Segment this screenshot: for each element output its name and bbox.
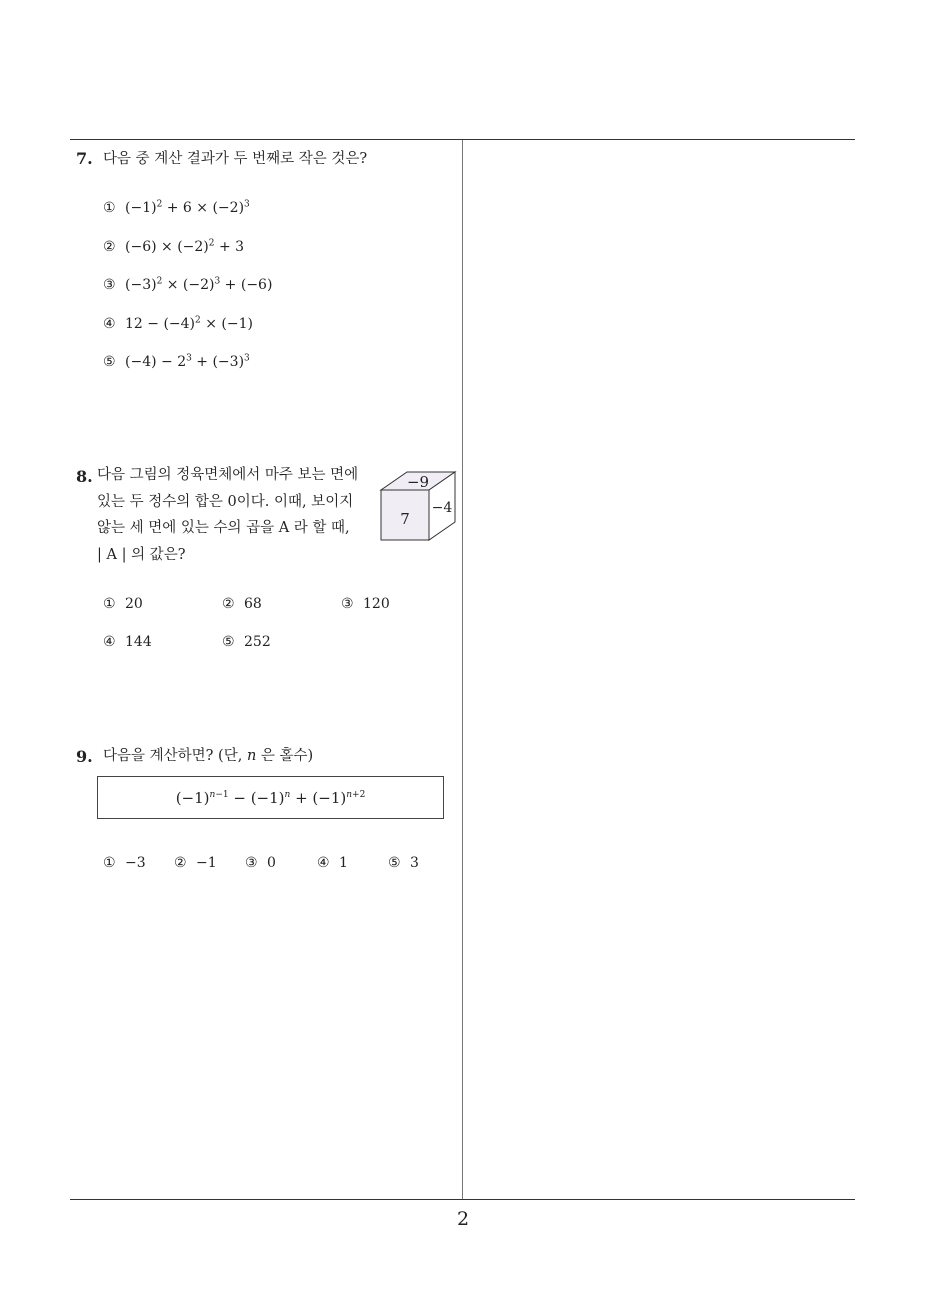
- choice-expression: $(-4) - 2^3 + (-3)^3$: [125, 353, 250, 370]
- question-9-text: 다음을 계산하면? (단, n 은 홀수): [103, 748, 314, 764]
- cube-figure: [378, 468, 458, 544]
- question-7-choice-2[interactable]: ② $(-6) \times (-2)^2 + 3$: [103, 238, 245, 255]
- question-7-choice-1[interactable]: ① $(-1)^2 + 6 \times (-2)^3$: [103, 199, 250, 216]
- bottom-rule: [70, 1199, 855, 1200]
- cube-front-label: 7: [400, 510, 410, 528]
- question-8-choice-4[interactable]: ④ 144: [103, 634, 152, 650]
- choice-expression: $12 - (-4)^2 \times (-1)$: [125, 315, 253, 332]
- question-8-number: 8.: [76, 467, 93, 486]
- question-9-number: 9.: [76, 747, 93, 766]
- question-8-choice-1[interactable]: ① 20: [103, 596, 143, 612]
- question-9-choice-2[interactable]: ② −1: [174, 855, 217, 871]
- question-8-choice-3[interactable]: ③ 120: [341, 596, 390, 612]
- question-9-choice-3[interactable]: ③ 0: [245, 855, 276, 871]
- choice-expression: $(-1)^2 + 6 \times (-2)^3$: [125, 199, 250, 216]
- column-divider: [462, 140, 463, 1200]
- question-9-choice-5[interactable]: ⑤ 3: [388, 855, 419, 871]
- question-7-choice-3[interactable]: ③ $(-3)^2 \times (-2)^3 + (-6)$: [103, 276, 273, 293]
- question-7-choice-5[interactable]: ⑤ $(-4) - 2^3 + (-3)^3$: [103, 353, 250, 370]
- cube-side-label: −4: [431, 500, 453, 516]
- question-9-choice-4[interactable]: ④ 1: [317, 855, 348, 871]
- formula-box: [97, 776, 444, 819]
- formula-expression: $(-1)^{n-1} - (-1)^n + (-1)^{n+2}$: [175, 788, 366, 807]
- cube-top-label: −9: [406, 473, 430, 491]
- choice-expression: $(-3)^2 \times (-2)^3 + (-6)$: [125, 276, 273, 293]
- question-7-text: 다음 중 계산 결과가 두 번째로 작은 것은?: [103, 151, 368, 167]
- question-9-choice-1[interactable]: ① −3: [103, 855, 146, 871]
- question-8-choice-2[interactable]: ② 68: [222, 596, 262, 612]
- page-number: 2: [456, 1208, 470, 1230]
- question-8-text: 다음 그림의 정육면체에서 마주 보는 면에 있는 두 정수의 합은 0이다. 이때, 보이지 않는 세 면에 있는 수의 곱을 A 라 할 때, | A | 의 값은?: [97, 467, 359, 563]
- question-7-number: 7.: [76, 149, 93, 168]
- question-7-choice-4[interactable]: ④ $12 - (-4)^2 \times (-1)$: [103, 315, 253, 332]
- choice-expression: $(-6) \times (-2)^2 + 3$: [125, 238, 245, 255]
- question-8-choice-5[interactable]: ⑤ 252: [222, 634, 271, 650]
